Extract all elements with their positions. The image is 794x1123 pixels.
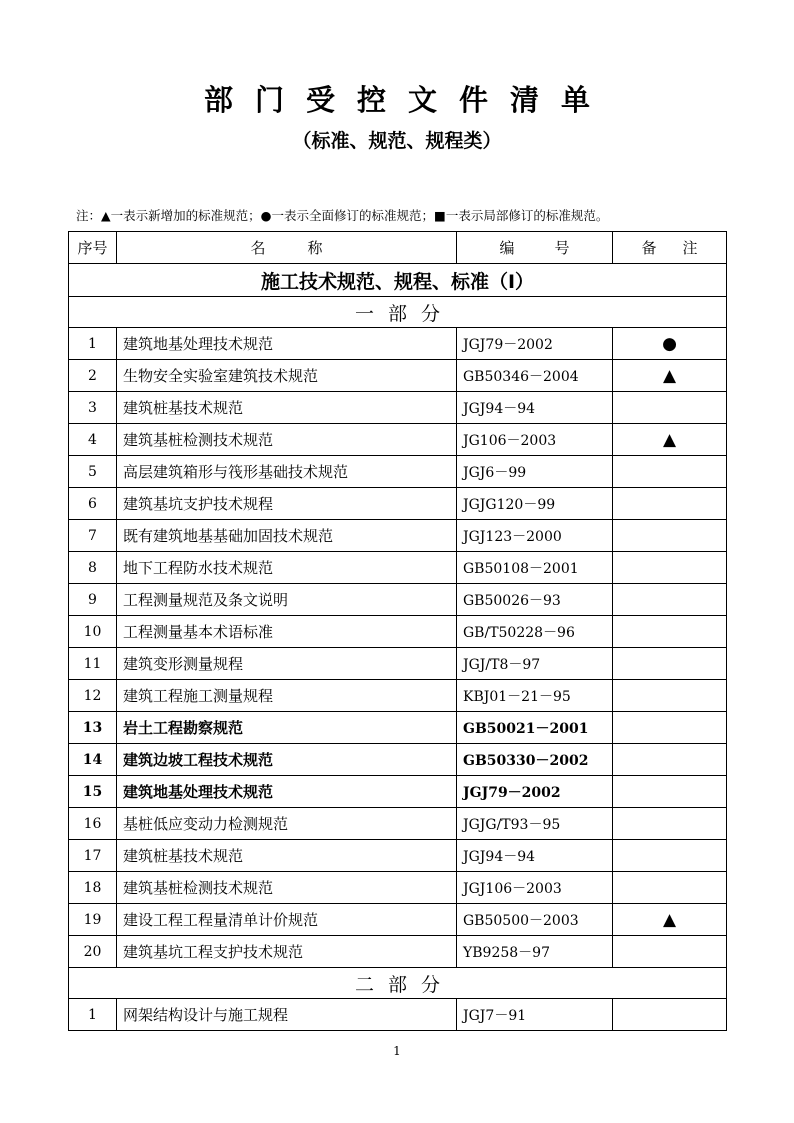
row-name: 岩土工程勘察规范 <box>117 712 457 744</box>
page-subtitle: （标准、规范、规程类） <box>292 130 502 152</box>
row-code: GB50021－2001 <box>457 712 613 744</box>
part-one-heading: 一部分 <box>69 297 727 328</box>
legend-note: 注：▲一表示新增加的标准规范；●一表示全面修订的标准规范；■一表示局部修订的标准规范。 <box>76 208 609 223</box>
row-code: JG106－2003 <box>457 424 613 456</box>
row-number: 6 <box>69 488 117 520</box>
row-remark <box>613 776 727 808</box>
table-row <box>69 520 727 552</box>
row-remark <box>613 648 727 680</box>
row-code: GB50500－2003 <box>457 904 613 936</box>
row-number: 4 <box>69 424 117 456</box>
row-name: 既有建筑地基基础加固技术规范 <box>117 520 457 552</box>
row-remark <box>613 616 727 648</box>
row-remark <box>613 936 727 968</box>
page-title: 部门受控文件清单 <box>203 83 612 117</box>
row-number: 17 <box>69 840 117 872</box>
table-row <box>69 872 727 904</box>
row-code: JGJ94－94 <box>457 392 613 424</box>
table-row <box>69 776 727 808</box>
row-number: 9 <box>69 584 117 616</box>
row-remark <box>613 999 727 1031</box>
row-name: 建设工程工程量清单计价规范 <box>117 904 457 936</box>
row-name: 基桩低应变动力检测规范 <box>117 808 457 840</box>
row-code: YB9258－97 <box>457 936 613 968</box>
row-number: 3 <box>69 392 117 424</box>
row-number: 13 <box>69 712 117 744</box>
row-remark <box>613 456 727 488</box>
table-header-row <box>69 232 727 264</box>
table-row <box>69 712 727 744</box>
row-number: 19 <box>69 904 117 936</box>
row-name: 建筑工程施工测量规程 <box>117 680 457 712</box>
row-number: 11 <box>69 648 117 680</box>
row-number: 2 <box>69 360 117 392</box>
row-code: JGJG/T93－95 <box>457 808 613 840</box>
row-code: GB50346－2004 <box>457 360 613 392</box>
table-row <box>69 328 727 360</box>
row-name: 建筑边坡工程技术规范 <box>117 744 457 776</box>
row-remark <box>613 584 727 616</box>
row-number: 10 <box>69 616 117 648</box>
table-row <box>69 360 727 392</box>
row-remark <box>613 744 727 776</box>
row-name: 生物安全实验室建筑技术规范 <box>117 360 457 392</box>
row-number: 18 <box>69 872 117 904</box>
row-name: 地下工程防水技术规范 <box>117 552 457 584</box>
part-two-heading: 二部分 <box>69 968 727 999</box>
row-name: 建筑基坑工程支护技术规范 <box>117 936 457 968</box>
row-code: KBJ01－21－95 <box>457 680 613 712</box>
row-code: JGJG120－99 <box>457 488 613 520</box>
table-row <box>69 648 727 680</box>
section-title: 施工技术规范、规程、标准（Ⅰ） <box>69 264 727 297</box>
header-name: 名称 <box>117 232 457 264</box>
row-remark <box>613 712 727 744</box>
row-number: 5 <box>69 456 117 488</box>
row-code: GB50108－2001 <box>457 552 613 584</box>
row-code: JGJ6－99 <box>457 456 613 488</box>
row-remark <box>613 680 727 712</box>
row-name: 建筑桩基技术规范 <box>117 840 457 872</box>
row-name: 工程测量基本术语标准 <box>117 616 457 648</box>
table-row <box>69 808 727 840</box>
table-row <box>69 840 727 872</box>
row-code: JGJ94－94 <box>457 840 613 872</box>
row-remark: ▲ <box>613 904 727 936</box>
row-code: JGJ79－2002 <box>457 776 613 808</box>
table-row <box>69 680 727 712</box>
row-code: JGJ7－91 <box>457 999 613 1031</box>
part-heading-row <box>69 297 727 328</box>
section-title-row <box>69 264 727 297</box>
row-code: GB50026－93 <box>457 584 613 616</box>
table-row <box>69 744 727 776</box>
table-row <box>69 424 727 456</box>
row-name: 建筑变形测量规程 <box>117 648 457 680</box>
table-row <box>69 584 727 616</box>
row-remark: ▲ <box>613 424 727 456</box>
row-name: 建筑地基处理技术规范 <box>117 776 457 808</box>
row-remark <box>613 552 727 584</box>
row-remark <box>613 872 727 904</box>
row-number: 1 <box>69 328 117 360</box>
table-row <box>69 616 727 648</box>
row-remark <box>613 808 727 840</box>
row-remark <box>613 488 727 520</box>
table-body <box>69 264 727 1031</box>
table-row <box>69 552 727 584</box>
row-number: 15 <box>69 776 117 808</box>
header-code: 编号 <box>457 232 613 264</box>
row-number: 1 <box>69 999 117 1031</box>
row-number: 14 <box>69 744 117 776</box>
row-remark <box>613 392 727 424</box>
row-number: 16 <box>69 808 117 840</box>
row-remark <box>613 520 727 552</box>
row-remark <box>613 840 727 872</box>
row-name: 建筑基坑支护技术规程 <box>117 488 457 520</box>
row-name: 工程测量规范及条文说明 <box>117 584 457 616</box>
part-heading-row <box>69 968 727 999</box>
table-row <box>69 904 727 936</box>
row-number: 7 <box>69 520 117 552</box>
header-remark: 备注 <box>613 232 727 264</box>
row-name: 高层建筑箱形与筏形基础技术规范 <box>117 456 457 488</box>
page-number: 1 <box>393 1044 401 1058</box>
row-remark: ● <box>613 328 727 360</box>
row-code: GB50330－2002 <box>457 744 613 776</box>
row-code: JGJ123－2000 <box>457 520 613 552</box>
row-code: JGJ/T8－97 <box>457 648 613 680</box>
row-code: JGJ106－2003 <box>457 872 613 904</box>
row-number: 12 <box>69 680 117 712</box>
table-row <box>69 936 727 968</box>
row-number: 8 <box>69 552 117 584</box>
row-name: 建筑基桩检测技术规范 <box>117 424 457 456</box>
row-number: 20 <box>69 936 117 968</box>
row-name: 网架结构设计与施工规程 <box>117 999 457 1031</box>
table-row <box>69 488 727 520</box>
table-row <box>69 456 727 488</box>
table-row <box>69 392 727 424</box>
row-code: GB/T50228－96 <box>457 616 613 648</box>
row-name: 建筑地基处理技术规范 <box>117 328 457 360</box>
row-code: JGJ79－2002 <box>457 328 613 360</box>
row-name: 建筑基桩检测技术规范 <box>117 872 457 904</box>
header-no: 序号 <box>69 232 117 264</box>
row-remark: ▲ <box>613 360 727 392</box>
table-row <box>69 999 727 1031</box>
row-name: 建筑桩基技术规范 <box>117 392 457 424</box>
documents-table <box>68 231 727 1031</box>
